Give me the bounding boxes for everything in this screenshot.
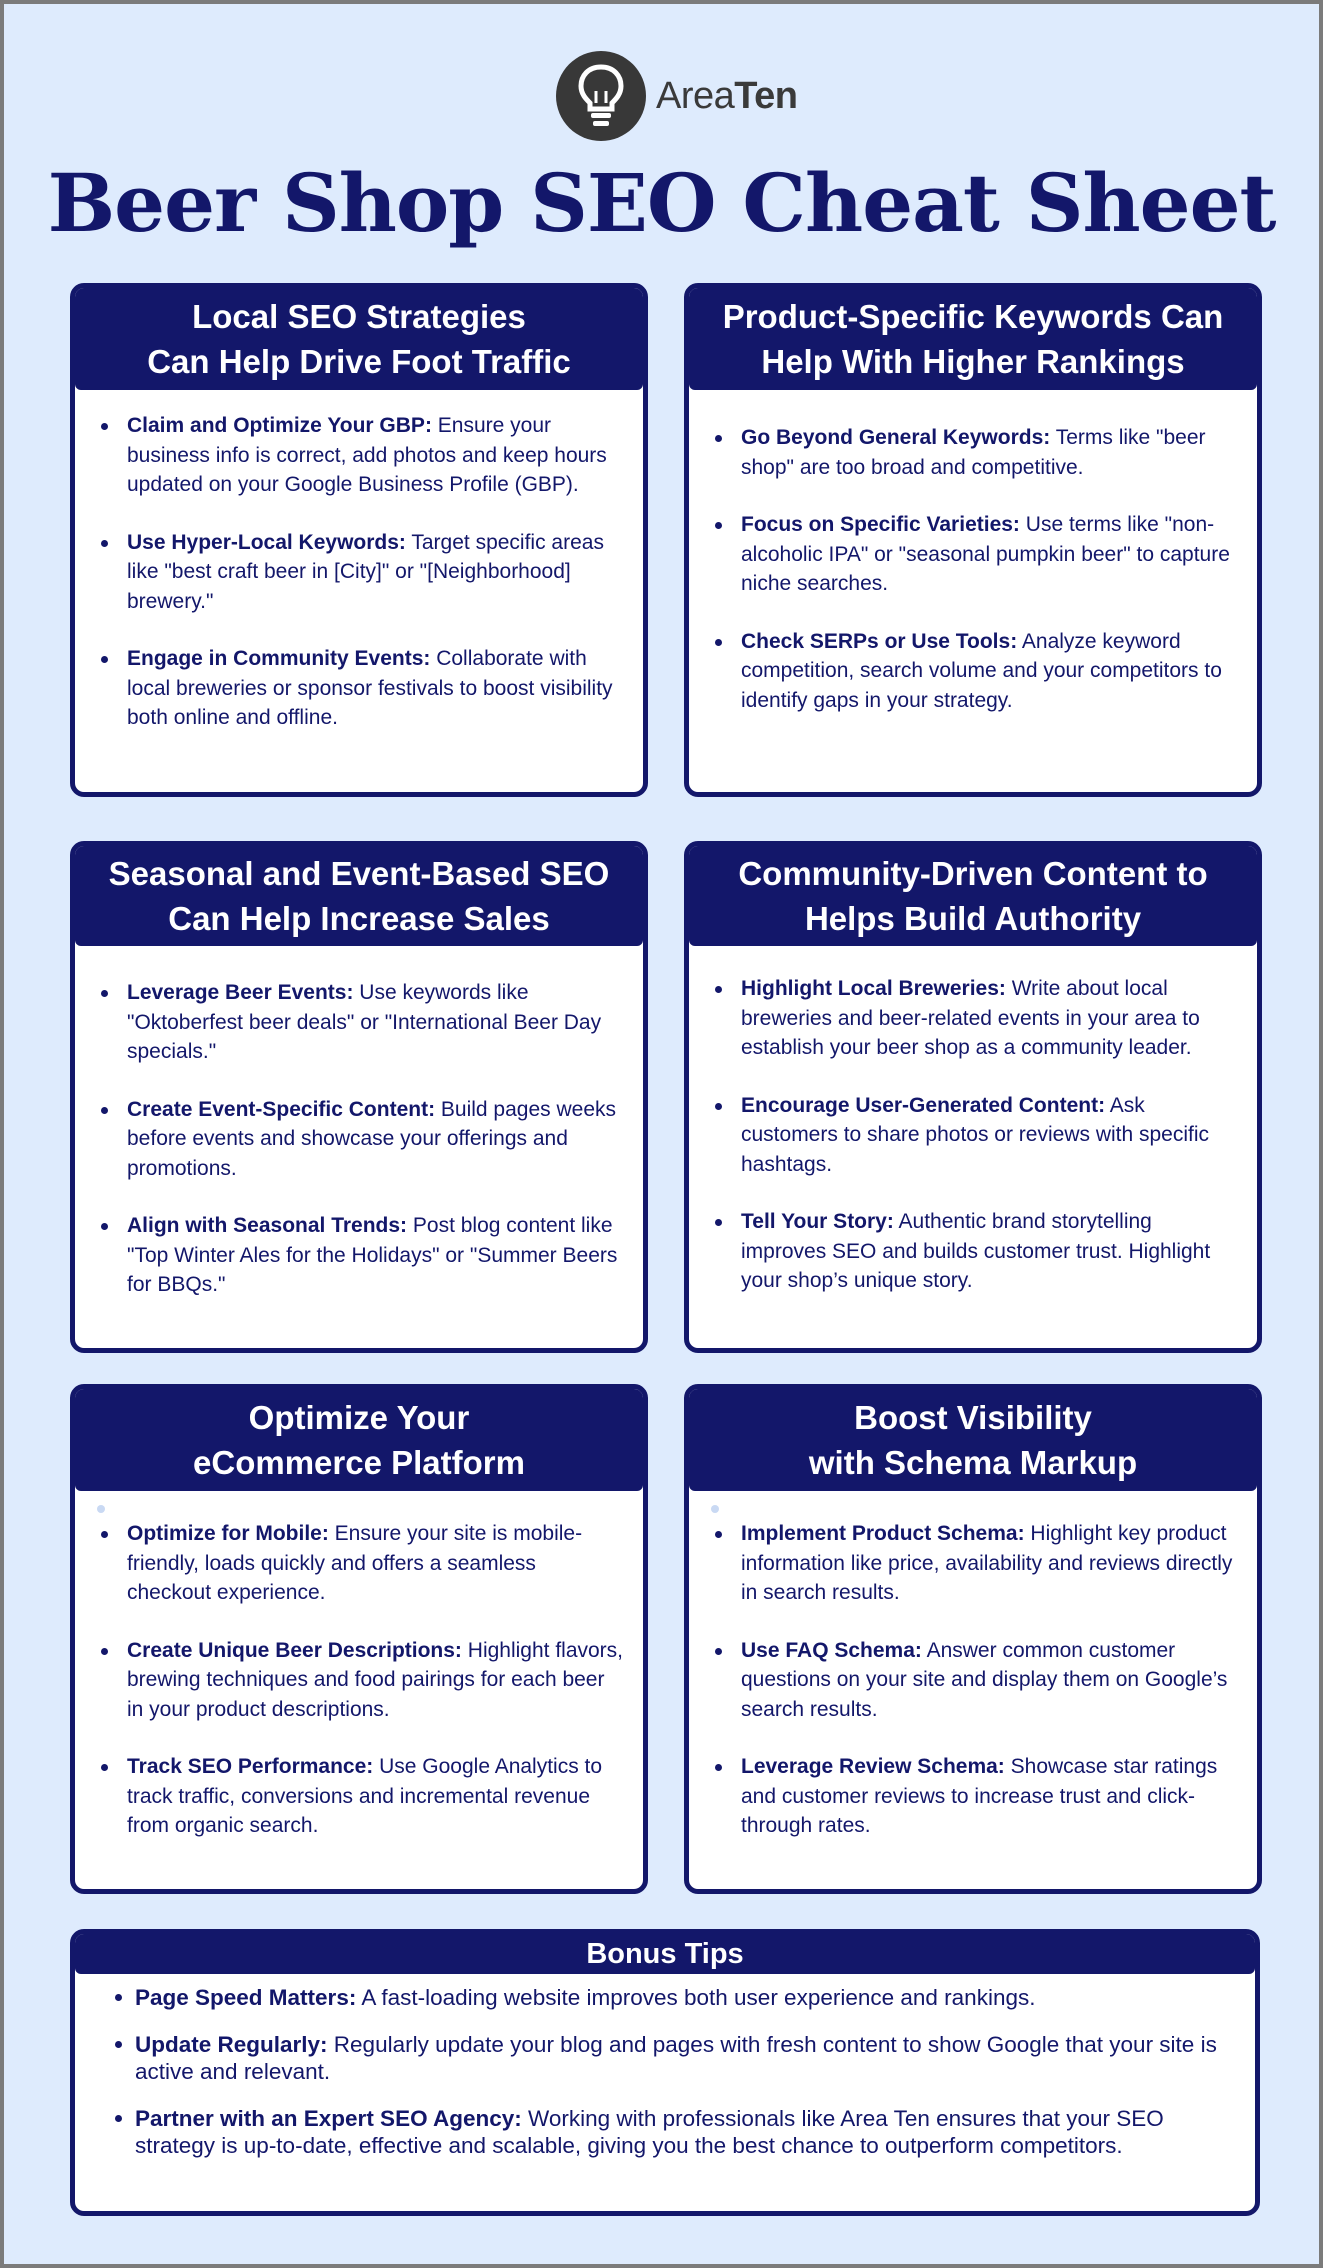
card-local-seo <box>70 283 648 797</box>
item-bold: Partner with an Expert SEO Agency: <box>135 2106 522 2131</box>
item-text: Authentic brand storytelling improves SEO and builds customer trust. Highlight your shop’s unique story. <box>741 1210 1211 1292</box>
list-item <box>741 1519 1239 1608</box>
item-text: A fast-loading website improves both user experience and rankings. <box>356 1985 1036 2010</box>
item-bold: Claim and Optimize Your GBP: <box>127 414 432 437</box>
item-text: Use terms like "non-alcoholic IPA" or "seasonal pumpkin beer" to capture niche searches. <box>741 513 1230 595</box>
item-bold: Use Hyper-Local Keywords: <box>127 530 406 554</box>
list-item <box>741 627 1239 716</box>
list-item <box>741 1752 1239 1841</box>
card-list <box>689 946 1257 1296</box>
list-item <box>127 1636 625 1725</box>
card-heading-line-2: Helps Build Authority <box>804 900 1142 937</box>
list-item <box>741 974 1239 1063</box>
list-item <box>127 978 625 1067</box>
brand-name <box>656 75 798 118</box>
decorative-dot <box>97 1505 105 1513</box>
list-item <box>741 510 1239 599</box>
item-bold: Optimize for Mobile: <box>127 1522 329 1545</box>
item-bold: Leverage Beer Events: <box>127 981 354 1004</box>
item-bold: Use FAQ Schema: <box>741 1638 922 1662</box>
card-heading-line-2: Can Help Drive Foot Traffic <box>147 343 571 380</box>
item-bold: Track SEO Performance: <box>127 1755 374 1778</box>
item-bold: Tell Your Story: <box>741 1210 894 1233</box>
decorative-dot <box>711 1505 719 1513</box>
item-text: Write about local breweries and beer-related events in your area to establish your beer shop as a community leader. <box>741 977 1200 1059</box>
item-text: Working with professionals like Area Ten ensures that your SEO strategy is up-to-date, effective and scalable, giving you the best chance to outperform competitors. <box>135 2106 1164 2158</box>
item-text: Ensure your business info is correct, add photos and keep hours updated on your Google Business Profile (GBP). <box>127 414 607 496</box>
item-text: Target specific areas like "best craft beer in [City]" or "[Neighborhood] brewery." <box>127 530 604 613</box>
item-bold: Leverage Review Schema: <box>741 1755 1005 1778</box>
item-text: Use keywords like "Oktoberfest beer deals" or "International Beer Day specials." <box>127 981 602 1063</box>
card-heading <box>689 1389 1257 1491</box>
bonus-list <box>75 1974 1255 2159</box>
card-heading <box>75 846 643 946</box>
item-bold: Go Beyond General Keywords: <box>741 426 1051 449</box>
lightbulb-icon <box>556 51 646 141</box>
item-text: Build pages weeks before events and showcase your offerings and promotions. <box>127 1097 617 1180</box>
item-bold: Create Unique Beer Descriptions: <box>127 1638 462 1662</box>
item-text: Post blog content like "Top Winter Ales for the Holidays" or "Summer Beers for BBQs." <box>127 1214 618 1296</box>
card-heading-line-1: Local SEO Strategies <box>192 298 526 335</box>
item-bold: Encourage User-Generated Content: <box>741 1093 1106 1117</box>
item-bold: Align with Seasonal Trends: <box>127 1214 408 1237</box>
card-heading <box>75 1389 643 1491</box>
list-item <box>135 1984 1225 2011</box>
item-bold: Focus on Specific Varieties: <box>741 513 1020 536</box>
bonus-heading: Bonus Tips <box>75 1934 1255 1974</box>
card-heading-line-1: Optimize Your <box>248 1399 470 1436</box>
brand-name-light: Area <box>656 74 735 117</box>
card-list <box>75 946 643 1300</box>
item-text: Use Google Analytics to track traffic, conversions and incremental revenue from organic search. <box>127 1755 603 1837</box>
area-ten-logo[interactable] <box>556 50 798 142</box>
card-heading-line-2: Help With Higher Rankings <box>761 343 1185 380</box>
card-list <box>689 390 1257 715</box>
list-item <box>127 528 625 617</box>
item-text: Regularly update your blog and pages with fresh content to show Google that your site is active and relevant. <box>135 2032 1217 2084</box>
item-text: Terms like "beer shop" are too broad and competitive. <box>741 426 1206 479</box>
item-text: Ask customers to share photos or reviews with specific hashtags. <box>741 1093 1210 1176</box>
page-title: Beer Shop SEO Cheat Sheet <box>47 156 1276 250</box>
card-list <box>689 1491 1257 1841</box>
item-bold: Check SERPs or Use Tools: <box>741 629 1018 653</box>
card-heading-line-2: with Schema Markup <box>808 1444 1138 1481</box>
card-heading-line-1: Community-Driven Content to <box>738 855 1208 892</box>
list-item <box>741 423 1239 482</box>
card-heading-line-1: Product-Specific Keywords Can <box>722 298 1224 335</box>
item-text: Highlight flavors, brewing techniques and food pairings for each beer in your product descriptions. <box>127 1638 624 1721</box>
item-bold: Create Event-Specific Content: <box>127 1097 436 1121</box>
item-bold: Page Speed Matters: <box>135 1985 357 2010</box>
card-list <box>75 390 643 733</box>
card-schema-markup <box>684 1384 1262 1894</box>
item-text: Collaborate with local breweries or sponsor festivals to boost visibility both online and offline. <box>127 647 613 729</box>
card-heading <box>75 288 643 390</box>
item-bold: Update Regularly: <box>135 2032 328 2057</box>
bonus-tips-card <box>70 1929 1260 2216</box>
list-item <box>135 2105 1225 2159</box>
card-heading-line-1: Seasonal and Event-Based SEO <box>108 855 610 892</box>
card-ecommerce-platform <box>70 1384 648 1894</box>
list-item <box>127 644 625 733</box>
list-item <box>127 1519 625 1608</box>
card-product-keywords <box>684 283 1262 797</box>
item-text: Highlight key product information like price, availability and reviews directly in search results. <box>741 1522 1233 1604</box>
item-text: Answer common customer questions on your site and display them on Google’s search results. <box>741 1638 1228 1721</box>
brand-name-bold: Ten <box>734 74 798 117</box>
item-text: Showcase star ratings and customer reviews to increase trust and click-through rates. <box>741 1755 1218 1837</box>
list-item <box>127 1752 625 1841</box>
card-seasonal-seo <box>70 841 648 1353</box>
list-item <box>135 2031 1225 2085</box>
card-heading-line-2: eCommerce Platform <box>193 1444 525 1481</box>
item-text: Ensure your site is mobile-friendly, loads quickly and offers a seamless checkout experience. <box>127 1522 583 1604</box>
item-text: Analyze keyword competition, search volume and your competitors to identify gaps in your strategy. <box>741 629 1222 712</box>
list-item <box>741 1636 1239 1725</box>
item-bold: Implement Product Schema: <box>741 1522 1025 1545</box>
list-item <box>741 1091 1239 1180</box>
item-bold: Engage in Community Events: <box>127 647 431 670</box>
card-heading <box>689 846 1257 946</box>
card-heading-line-2: Can Help Increase Sales <box>168 900 550 937</box>
item-bold: Highlight Local Breweries: <box>741 977 1006 1000</box>
card-heading-line-1: Boost Visibility <box>854 1399 1092 1436</box>
list-item <box>127 411 625 500</box>
card-community-content <box>684 841 1262 1353</box>
list-item <box>127 1095 625 1184</box>
list-item <box>127 1211 625 1300</box>
list-item <box>741 1207 1239 1296</box>
card-list <box>75 1491 643 1841</box>
card-heading <box>689 288 1257 390</box>
